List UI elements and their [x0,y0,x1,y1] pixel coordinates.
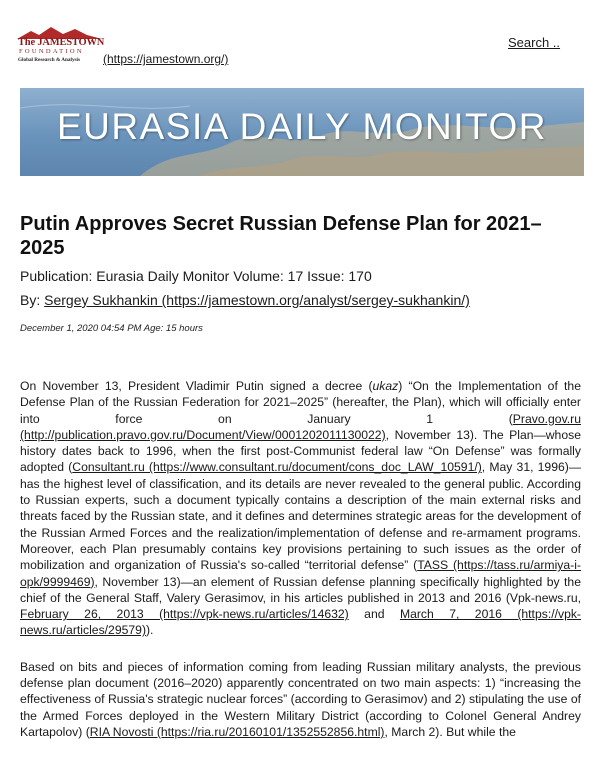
site-header [0,0,600,80]
p2-text-2: , March 2). But while the [384,724,516,739]
p1-text-5: , November 13)—an element of Russian defense planning specifically highlighted by the chief of the General Staff, Valery Gerasimov, in his articles published in 2013 and 2016 (Vpk-news.ru, [20,574,581,605]
publication-info: Publication: Eurasia Daily Monitor Volume: 17 Issue: 170 [20,268,372,284]
author-link[interactable]: Sergey Sukhankin (https://jamestown.org/analyst/sergey-sukhankin/) [44,292,470,308]
logo-name: The JAMESTOWN [18,37,105,48]
consultant-link[interactable]: Consultant.ru (https://www.consultant.ru/document/cons_doc_LAW_10591/) [72,460,482,475]
article-body [20,378,581,740]
byline [20,292,470,308]
article-title: Putin Approves Secret Russian Defense Plan for 2021–2025 [20,213,542,259]
paragraph-2 [20,659,581,740]
byline-prefix: By: [20,292,45,308]
p1-text-3: , November 13). The Plan—whose history dates back to 1996, when the first post-Communist federal law “On Defense” was formally adopted ( [20,427,581,475]
p2-text-1: Based on bits and pieces of information coming from leading Russian military analysts, the previous defense plan document (2016–2020) apparently concentrated on two main aspects: 1) “increasing the effectiveness of Russia's strategic nuclear forces” (according to Gerasimov) and 2) stipulating the use of the Armed Forces deployed in the Western Military District (according to Colonel General Andrey Kartapolov) ( [20,659,581,739]
paragraph-1 [20,378,581,639]
dateline: December 1, 2020 04:54 PM Age: 15 hours [20,323,203,334]
ria-novosti-link[interactable]: RIA Novosti (https://ria.ru/20160101/1352552856.html) [89,724,385,739]
p1-text-7: ). [146,623,154,638]
p1-emphasis: ukaz [372,379,399,393]
vpk-2013-link[interactable]: February 26, 2013 (https://vpk-news.ru/articles/14632) [20,607,349,622]
home-link[interactable]: (https://jamestown.org/) [103,52,229,66]
p1-text-2: ) “On the Implementation of the Defense Plan of the Russian Federation for 2021–2025” (hereafter, the Plan), which will officially enter into force on January 1 ( [20,379,581,426]
vpk-2016-link[interactable]: March 7, 2016 (https://vpk-news.ru/articles/29579) [20,607,581,638]
p1-text-4: , May 31, 1996)—has the highest level of classification, and its details are never revealed to the general public. According to Russian experts, such a document typically contains a description of the main external risks and threats faced by the Russian state, and it defines and determines strategic areas for the development of the Russian Armed Forces and the realization/implementation of defense and re-armament programs. Moreover, each Plan presumably contains key provisions pertaining to such issues as the order of mobilization and organization of Russia's so-called “territorial defense” ( [20,460,582,573]
banner-title: EURASIA DAILY MONITOR [56,106,547,147]
search-link[interactable]: Search .. [508,35,561,50]
tass-link[interactable]: TASS (https://tass.ru/armiya-i-opk/9999469) [20,558,581,589]
jamestown-logo[interactable] [17,26,105,66]
logo-tagline: Global Research & Analysis [18,57,81,63]
p1-text-6: and [348,607,400,622]
logo-foundation: FOUNDATION [19,48,84,55]
p1-text-1: On November 13, President Vladimir Putin signed a decree ( [20,379,373,393]
eurasia-daily-monitor-banner [20,88,584,176]
pravo-link[interactable]: Pravo.gov.ru (http://publication.pravo.gov.ru/Document/View/0001202011130022) [20,411,581,442]
